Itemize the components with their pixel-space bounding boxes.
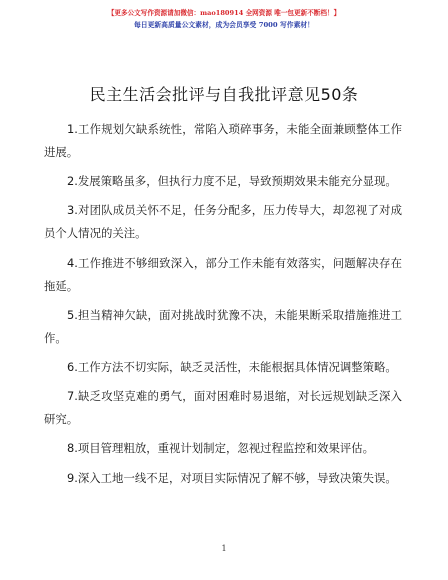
document-title: 民主生活会批评与自我批评意见50条 (89, 85, 359, 104)
item-number: 5. (67, 307, 78, 322)
item-number: 9. (67, 470, 78, 485)
list-item (44, 356, 402, 379)
list-item (44, 385, 402, 431)
list-item (44, 199, 402, 245)
list-item (44, 467, 402, 490)
page-number: 1 (221, 544, 227, 553)
list-item (44, 118, 402, 164)
item-text: 深入工地一线不足，对项目实际情况了解不够，导致决策失误。 (77, 470, 397, 485)
item-text: 对团队成员关怀不足，任务分配多，压力传导大，却忽视了对成员个人情况的关注。 (44, 203, 402, 241)
item-text: 工作推进不够细致深入，部分工作未能有效落实，问题解决存在拖延。 (44, 255, 402, 293)
item-number: 2. (67, 174, 78, 189)
item-text: 担当精神欠缺，面对挑战时犹豫不决，未能果断采取措施推进工作。 (44, 307, 402, 345)
item-text: 项目管理粗放，重视计划制定，忽视过程监控和效果评估。 (77, 441, 375, 456)
list-item (44, 170, 402, 193)
item-number: 4. (67, 255, 78, 270)
item-number: 7. (67, 389, 78, 404)
promo-banner-line-2: 每日更新高质量公文素材，成为会员享受 7000 写作素材！ (134, 21, 314, 29)
item-number: 3. (67, 203, 78, 218)
list-item (44, 437, 402, 460)
item-text: 缺乏攻坚克难的勇气，面对困难时易退缩，对长远规划缺乏深入研究。 (44, 389, 402, 427)
item-number: 1. (67, 122, 78, 136)
promo-banner-line-1: 【更多公文写作资源请加微信：mao180914 全网资源 唯一包更新不断档！】 (107, 9, 341, 17)
list-item (44, 304, 402, 350)
item-text: 发展策略虽多，但执行力度不足，导致预期效果未能充分显现。 (77, 174, 397, 189)
item-number: 8. (67, 441, 78, 456)
item-text: 工作方法不切实际，缺乏灵活性，未能根据具体情况调整策略。 (77, 359, 397, 374)
item-number: 6. (67, 359, 78, 374)
item-text: 工作规划欠缺系统性，常陷入琐碎事务，未能全面兼顾整体工作进展。 (44, 122, 402, 159)
critique-list (44, 118, 402, 496)
list-item (44, 252, 402, 298)
